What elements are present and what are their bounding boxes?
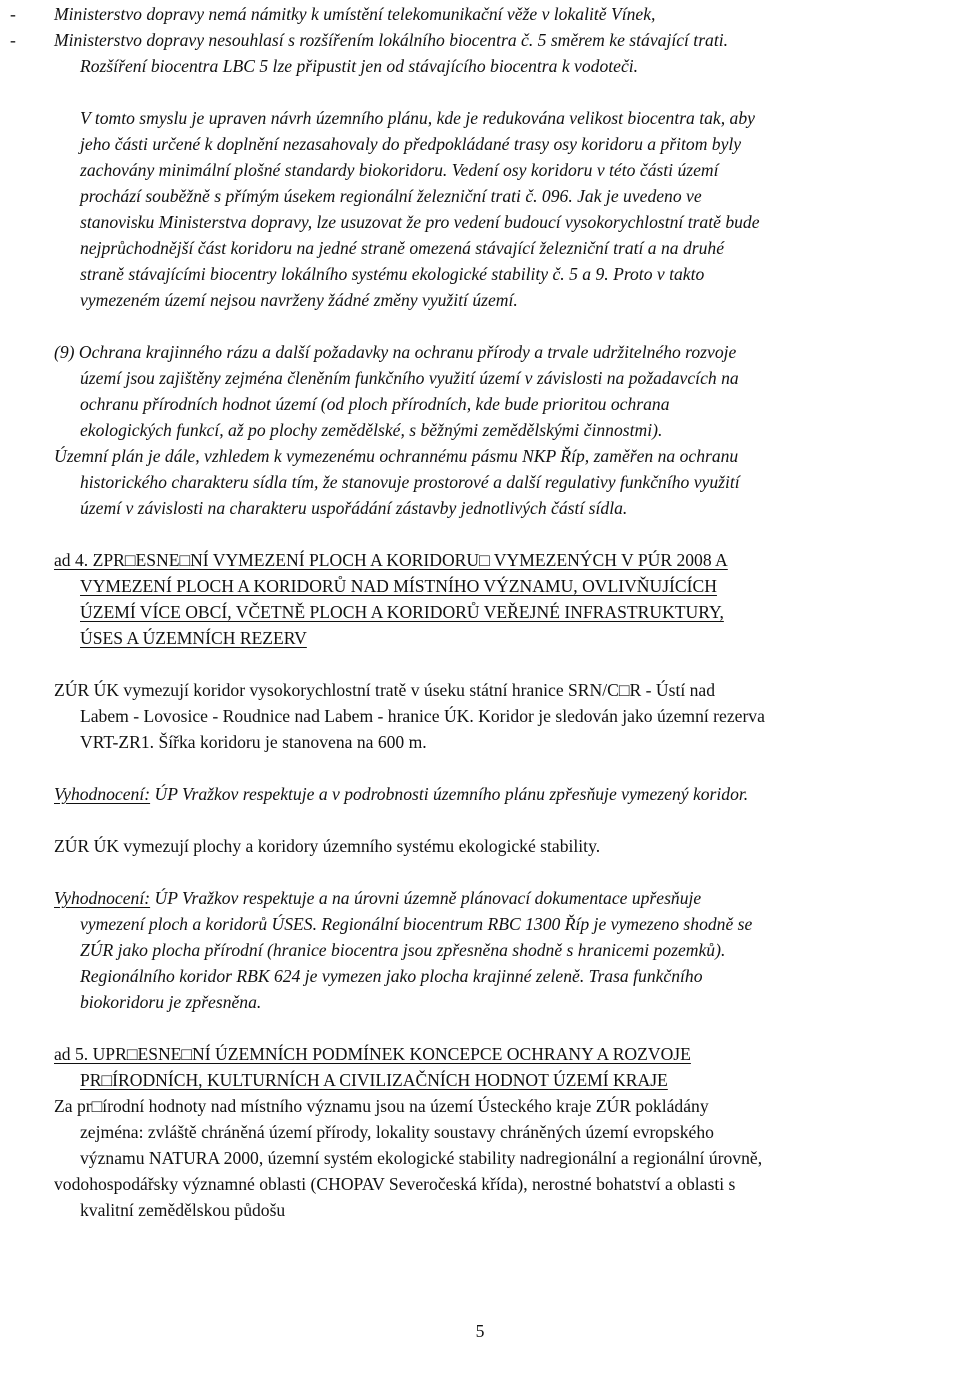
section-9-line: území jsou zajištěny zejména členěním funkčního využití území v závislosti na požadavcích na (80, 368, 739, 388)
ad5-heading-line: ad 5. UPR□ESNE□NÍ ÚZEMNÍCH PODMÍNEK KONCEPCE OCHRANY A ROZVOJE (54, 1044, 691, 1064)
zur-corridor-line: Labem - Lovosice - Roudnice nad Labem - hranice ÚK. Koridor je sledován jako územní rezerva (80, 706, 765, 726)
evaluation-2 (54, 885, 701, 911)
evaluation-label: Vyhodnocení: (54, 784, 151, 804)
ad5-body-line: Za pr□írodní hodnoty nad místního významu jsou na území Ústeckého kraje ZÚR pokládány (54, 1096, 709, 1116)
paragraph-line: stanovisku Ministerstva dopravy, lze usuzovat že pro vedení budoucí vysokorychlostní tratě bude (80, 212, 760, 232)
list-item: Ministerstvo dopravy nesouhlasí s rozšířením lokálního biocentra č. 5 směrem ke stávající trati. (54, 30, 729, 50)
paragraph-line: straně stávajícími biocentry lokálního systému ekologické stability č. 5 a 9. Proto v takto (80, 264, 705, 284)
section-9-line: ochranu přírodních hodnot území (od ploch přírodních, kde bude prioritou ochrana (80, 394, 670, 414)
ad4-heading-line: VYMEZENÍ PLOCH A KORIDORŮ NAD MÍSTNÍHO VÝZNAMU, OVLIVŇUJÍCÍCH (80, 576, 717, 596)
paragraph-line: vymezeném území nejsou navrženy žádné změny využití území. (80, 290, 518, 310)
list-item: Ministerstvo dopravy nemá námitky k umístění telekomunikační věže v lokalitě Vínek, (54, 4, 656, 24)
zur-corridor-line: VRT-ZR1. Šířka koridoru je stanovena na 600 m. (80, 732, 427, 752)
bullet-marker: - (10, 4, 16, 24)
paragraph-line: nejprůchodnější část koridoru na jedné straně omezená stávající železniční tratí a na druhé (80, 238, 725, 258)
evaluation-2-line: vymezení ploch a koridorů ÚSES. Regionální biocentrum RBC 1300 Říp je vymezeno shodně se (80, 914, 753, 934)
evaluation-2-line: Regionálního koridor RBK 624 je vymezen jako plocha krajinné zeleně. Trasa funkčního (80, 966, 703, 986)
evaluation-2-line: biokoridoru je zpřesněna. (80, 992, 262, 1012)
zur-uses-line: ZÚR ÚK vymezují plochy a koridory územního systému ekologické stability. (54, 836, 601, 856)
section-9-plan-line: Územní plán je dále, vzhledem k vymezenému ochrannému pásmu NKP Říp, zaměřen na ochranu (54, 446, 739, 466)
section-9-line: (9) Ochrana krajinného rázu a další požadavky na ochranu přírody a trvale udržitelného rozvoje (54, 342, 737, 362)
section-9-line: ekologických funkcí, až po plochy zemědělské, s běžnými zemědělskými činnostmi). (80, 420, 663, 440)
paragraph-line: prochází souběžně s přímým úsekem regionální železniční trati č. 096. Jak je uvedeno ve (80, 186, 702, 206)
evaluation-text: ÚP Vražkov respektuje a na úrovni územně plánovací dokumentace upřesňuje (150, 888, 702, 908)
ad4-heading-line: ÚZEMÍ VÍCE OBCÍ, VČETNĚ PLOCH A KORIDORŮ VEŘEJNÉ INFRASTRUKTURY, (80, 602, 724, 622)
evaluation-1 (54, 781, 748, 807)
ad4-heading-line: ad 4. ZPR□ESNE□NÍ VYMEZENÍ PLOCH A KORIDORU□ VYMEZENÝCH V PÚR 2008 A (54, 550, 728, 570)
ad5-body-line: kvalitní zemědělskou půdošu (80, 1200, 286, 1220)
bullet-marker: - (10, 30, 16, 50)
page-number: 5 (475, 1321, 485, 1341)
ad5-body-line: zejména: zvláště chráněná území přírody, lokality soustavy chráněných území evropského (80, 1122, 714, 1142)
ad5-body-line: významu NATURA 2000, územní systém ekologické stability nadregionální a regionální úrovně, (80, 1148, 763, 1168)
paragraph-line: V tomto smyslu je upraven návrh územního plánu, kde je redukována velikost biocentra tak, aby (80, 108, 755, 128)
evaluation-2-line: ZÚR jako plocha přírodní (hranice biocentra jsou zpřesněna shodně s hranicemi pozemků). (80, 940, 726, 960)
ad5-heading-line: PR□ÍRODNÍCH, KULTURNÍCH A CIVILIZAČNÍCH HODNOT ÚZEMÍ KRAJE (80, 1070, 668, 1090)
evaluation-label: Vyhodnocení: (54, 888, 151, 908)
section-9-plan-line: území v závislosti na charakteru uspořádání zástavby jednotlivých částí sídla. (80, 498, 628, 518)
zur-corridor-line: ZÚR ÚK vymezují koridor vysokorychlostní tratě v úseku státní hranice SRN/C□R - Ústí nad (54, 680, 716, 700)
paragraph-line: jeho části určené k doplnění nezasahovaly do předpokládané trasy osy koridoru a přitom byly (80, 134, 742, 154)
ad5-body-line: vodohospodářsky významné oblasti (CHOPAV Severočeská křída), nerostné bohatství a oblasti s (54, 1174, 736, 1194)
section-9-plan-line: historického charakteru sídla tím, že stanovuje prostorové a další regulativy funkčního využití (80, 472, 740, 492)
evaluation-text: ÚP Vražkov respektuje a v podrobnosti územního plánu zpřesňuje vymezený koridor. (150, 784, 749, 804)
paragraph-line: zachovány minimální plošné standardy biokoridoru. Vedení osy koridoru v této části území (80, 160, 719, 180)
list-item-continuation: Rozšíření biocentra LBC 5 lze připustit jen od stávajícího biocentra k vodoteči. (80, 56, 639, 76)
ad4-heading-line: ÚSES A ÚZEMNÍCH REZERV (80, 628, 307, 648)
